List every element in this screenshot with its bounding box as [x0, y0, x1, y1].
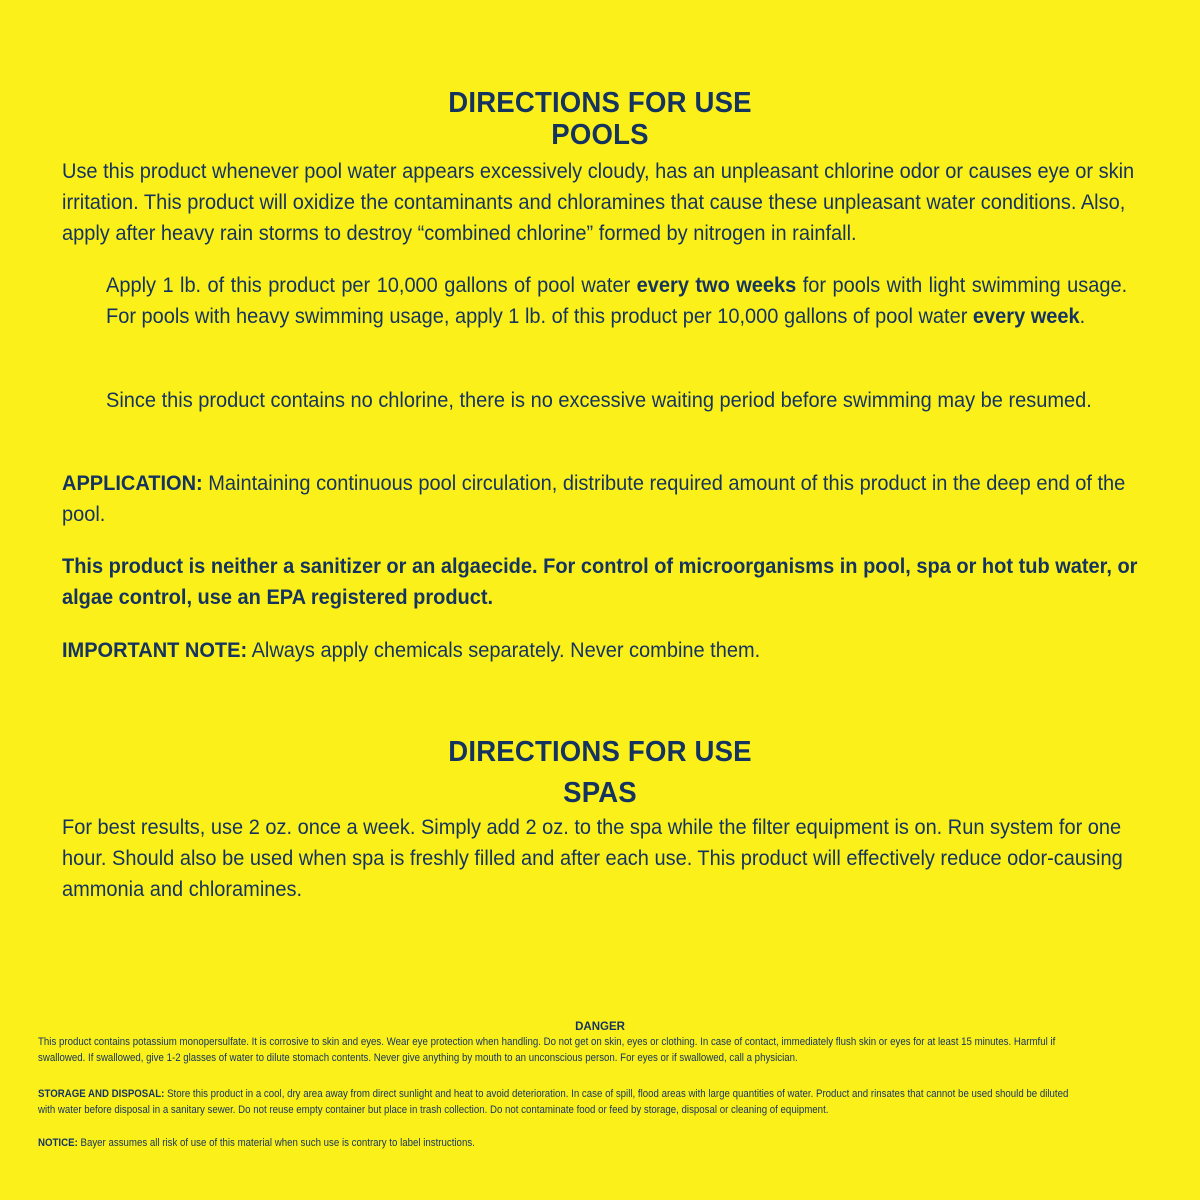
pools-heading: DIRECTIONS FOR USE: [448, 87, 752, 119]
dosage-text-1: Apply 1 lb. of this product per 10,000 gallons of pool water: [106, 273, 637, 297]
pools-dosage: [106, 270, 1127, 332]
dosage-emphasis-two-weeks: every two weeks: [636, 273, 797, 297]
important-note-text: Always apply chemicals separately. Never combine them.: [247, 638, 761, 662]
notice-text: Bayer assumes all risk of use of this material when such use is contrary to label instructions.: [77, 1137, 475, 1149]
spas-subheading: SPAS: [563, 777, 637, 809]
pools-warning: This product is neither a sanitizer or an algaecide. For control of microorganisms in pool, spa or hot tub water, or algae control, use an EPA registered product.: [62, 554, 1138, 609]
danger-text: This product contains potassium monopersulfate. It is corrosive to skin and eyes. Wear eye protection when handling. Do not get on skin, eyes or clothing. In case of contact, immediately flush skin or eyes for at least 15 minutes. Harmful if swallowed. If swallowed, give 1-2 glasses of water to dilute stomach contents. Never give anything by mouth to an unconscious person. For eyes or if swallowed, call a physician.: [38, 1036, 1056, 1064]
storage-disposal: [38, 1086, 1076, 1118]
notice: [38, 1135, 1076, 1151]
application-text: Maintaining continuous pool circulation, distribute required amount of this product in the deep end of the pool.: [62, 471, 1126, 526]
application-label: APPLICATION:: [62, 471, 203, 495]
dosage-emphasis-week: every week: [972, 304, 1080, 328]
pools-important-note: [62, 635, 1141, 666]
danger-title: DANGER: [575, 1021, 625, 1033]
dosage-text-2: for pools with light swimming usage. For pools with heavy swimming usage, apply 1 lb. of this product per 10,000 gallons of pool water: [106, 273, 1128, 328]
pools-subheading: POOLS: [551, 119, 649, 151]
pools-intro: Use this product whenever pool water appears excessively cloudy, has an unpleasant chlorine odor or causes eye or skin irritation. This product will oxidize the contaminants and chloramines that cause these unpleasant water conditions. Also, apply after heavy rain storms to destroy “combined chlorine” formed by nitrogen in rainfall.: [62, 159, 1135, 245]
storage-label: STORAGE AND DISPOSAL:: [38, 1088, 165, 1100]
storage-text: Store this product in a cool, dry area away from direct sunlight and heat to avoid deterioration. In case of spill, flood areas with large quantities of water. Product and rinsates that cannot be used should be diluted with water before disposal in a sanitary sewer. Do not reuse empty container but place in trash collection. Do not contaminate food or feed by storage, disposal or cleaning of equipment.: [38, 1088, 1069, 1116]
spas-heading: DIRECTIONS FOR USE: [448, 736, 752, 768]
notice-label: NOTICE:: [38, 1137, 78, 1149]
spas-text: For best results, use 2 oz. once a week. Simply add 2 oz. to the spa while the filter equipment is on. Run system for one hour. Should also be used when spa is freshly filled and after each use. This product will effectively reduce odor-causing ammonia and chloramines.: [62, 815, 1123, 901]
important-note-label: IMPORTANT NOTE:: [62, 638, 248, 662]
pools-application: [62, 468, 1141, 530]
pools-waiting: Since this product contains no chlorine, there is no excessive waiting period before swimming may be resumed.: [106, 388, 1092, 412]
dosage-text-3: .: [1079, 304, 1086, 328]
